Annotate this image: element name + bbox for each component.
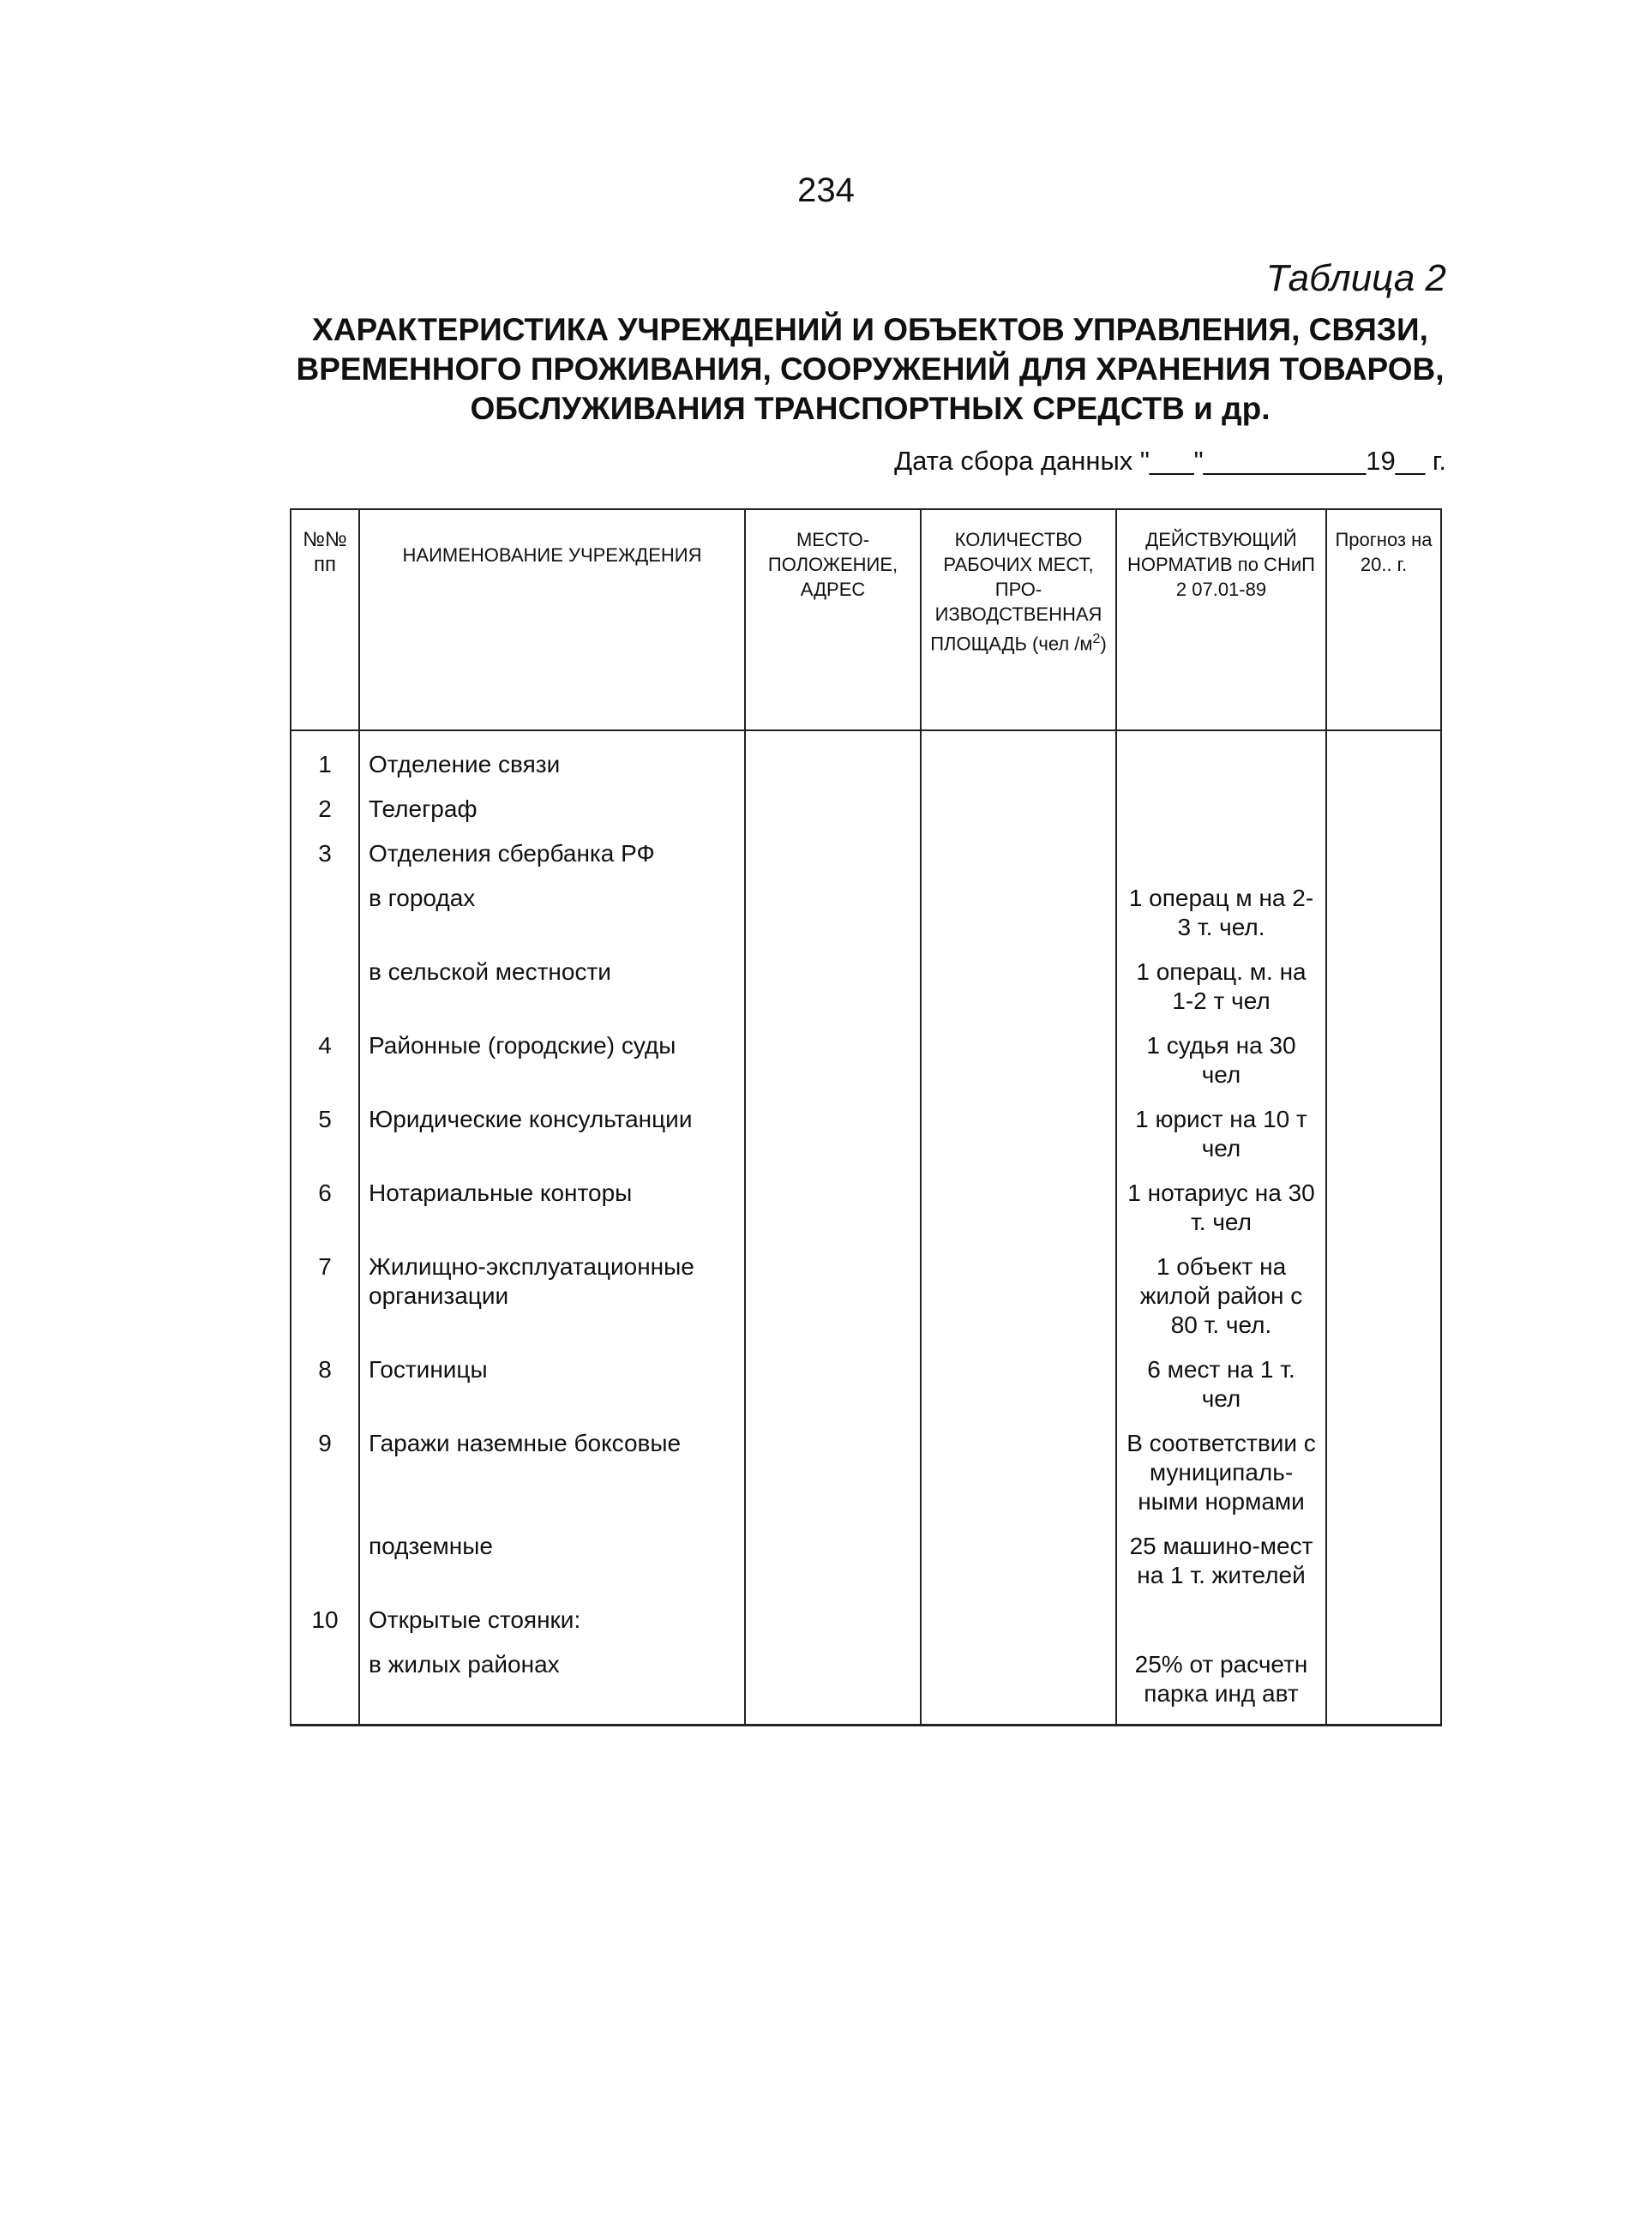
table-row bbox=[291, 839, 1441, 884]
table-row bbox=[291, 1429, 1441, 1532]
row-name: Телеграф bbox=[359, 795, 745, 839]
header-name: НАИМЕНОВАНИЕ УЧРЕЖДЕНИЯ bbox=[359, 509, 745, 730]
row-forecast bbox=[1326, 1031, 1441, 1105]
row-norm: 1 операц м на 2-3 т. чел. bbox=[1116, 884, 1326, 957]
row-location bbox=[745, 839, 921, 884]
row-norm bbox=[1116, 795, 1326, 839]
row-quantity bbox=[921, 730, 1116, 795]
row-location bbox=[745, 1429, 921, 1532]
header-norm: ДЕЙСТВУЮЩИЙ НОРМАТИВ по СНиП 2 07.01-89 bbox=[1116, 509, 1326, 730]
row-location bbox=[745, 1650, 921, 1726]
row-num: 5 bbox=[291, 1105, 359, 1179]
header-quantity bbox=[921, 509, 1116, 730]
row-name: подземные bbox=[359, 1532, 745, 1606]
row-num: 4 bbox=[291, 1031, 359, 1105]
table-row bbox=[291, 1179, 1441, 1252]
row-num: 6 bbox=[291, 1179, 359, 1252]
row-location bbox=[745, 1031, 921, 1105]
row-norm: 25 машино-мест на 1 т. жителей bbox=[1116, 1532, 1326, 1606]
row-location bbox=[745, 1532, 921, 1606]
row-location bbox=[745, 795, 921, 839]
table-row bbox=[291, 1031, 1441, 1105]
row-forecast bbox=[1326, 730, 1441, 795]
row-norm: 1 юрист на 10 т чел bbox=[1116, 1105, 1326, 1179]
row-norm: 25% от расчетн парка инд авт bbox=[1116, 1650, 1326, 1726]
row-forecast bbox=[1326, 1429, 1441, 1532]
data-collection-date: Дата сбора данных "___"___________19__ г. bbox=[894, 446, 1446, 476]
table-header-row bbox=[291, 509, 1441, 730]
row-location bbox=[745, 957, 921, 1031]
row-location bbox=[745, 1105, 921, 1179]
page-number: 234 bbox=[797, 171, 855, 209]
row-num: 3 bbox=[291, 839, 359, 884]
row-norm bbox=[1116, 1606, 1326, 1650]
row-location bbox=[745, 1355, 921, 1429]
table-row bbox=[291, 1532, 1441, 1606]
row-name: Нотариальные конторы bbox=[359, 1179, 745, 1252]
table-row bbox=[291, 795, 1441, 839]
row-quantity bbox=[921, 1252, 1116, 1355]
row-quantity bbox=[921, 1532, 1116, 1606]
row-quantity bbox=[921, 1031, 1116, 1105]
row-name: Гаражи наземные боксовые bbox=[359, 1429, 745, 1532]
header-location: МЕСТО-ПОЛОЖЕНИЕ, АДРЕС bbox=[745, 509, 921, 730]
row-location bbox=[745, 1179, 921, 1252]
row-forecast bbox=[1326, 1532, 1441, 1606]
row-forecast bbox=[1326, 1179, 1441, 1252]
row-name: Отделение связи bbox=[359, 730, 745, 795]
row-forecast bbox=[1326, 839, 1441, 884]
row-num: 1 bbox=[291, 730, 359, 795]
row-quantity bbox=[921, 957, 1116, 1031]
row-num: 7 bbox=[291, 1252, 359, 1355]
table-label: Таблица 2 bbox=[1265, 257, 1446, 299]
row-norm: 1 нотариус на 30 т. чел bbox=[1116, 1179, 1326, 1252]
row-norm: В соответствии с муниципаль-ными нормами bbox=[1116, 1429, 1326, 1532]
row-norm bbox=[1116, 839, 1326, 884]
header-quantity-end: ) bbox=[1100, 633, 1107, 655]
row-location bbox=[745, 730, 921, 795]
row-quantity bbox=[921, 1606, 1116, 1650]
row-num bbox=[291, 957, 359, 1031]
header-quantity-text: КОЛИЧЕСТВО РАБОЧИХ МЕСТ, ПРО-ИЗВОДСТВЕННАЯ ПЛОЩАДЬ (чел /м bbox=[930, 529, 1102, 655]
row-num: 10 bbox=[291, 1606, 359, 1650]
row-num: 8 bbox=[291, 1355, 359, 1429]
row-quantity bbox=[921, 839, 1116, 884]
row-forecast bbox=[1326, 884, 1441, 957]
row-forecast bbox=[1326, 795, 1441, 839]
row-norm: 1 объект на жилой район с 80 т. чел. bbox=[1116, 1252, 1326, 1355]
row-quantity bbox=[921, 1355, 1116, 1429]
row-name: в сельской местности bbox=[359, 957, 745, 1031]
table-row bbox=[291, 730, 1441, 795]
row-location bbox=[745, 1252, 921, 1355]
row-norm: 1 операц. м. на 1-2 т чел bbox=[1116, 957, 1326, 1031]
row-num bbox=[291, 884, 359, 957]
row-norm bbox=[1116, 730, 1326, 795]
row-num: 2 bbox=[291, 795, 359, 839]
row-quantity bbox=[921, 1179, 1116, 1252]
row-location bbox=[745, 1606, 921, 1650]
row-quantity bbox=[921, 1429, 1116, 1532]
row-name: в жилых районах bbox=[359, 1650, 745, 1726]
header-num: №№ пп bbox=[291, 509, 359, 730]
row-norm: 1 судья на 30 чел bbox=[1116, 1031, 1326, 1105]
facilities-table bbox=[290, 508, 1442, 1726]
row-name: Юридические консультанции bbox=[359, 1105, 745, 1179]
row-name: Гостиницы bbox=[359, 1355, 745, 1429]
table-row bbox=[291, 1606, 1441, 1650]
row-name: Открытые стоянки: bbox=[359, 1606, 745, 1650]
row-quantity bbox=[921, 795, 1116, 839]
table-row bbox=[291, 957, 1441, 1031]
row-quantity bbox=[921, 1105, 1116, 1179]
row-forecast bbox=[1326, 1105, 1441, 1179]
table-row bbox=[291, 1355, 1441, 1429]
row-forecast bbox=[1326, 957, 1441, 1031]
header-forecast: Прогноз на 20.. г. bbox=[1326, 509, 1441, 730]
row-norm: 6 мест на 1 т. чел bbox=[1116, 1355, 1326, 1429]
row-forecast bbox=[1326, 1355, 1441, 1429]
row-forecast bbox=[1326, 1252, 1441, 1355]
row-quantity bbox=[921, 1650, 1116, 1726]
document-title: ХАРАКТЕРИСТИКА УЧРЕЖДЕНИЙ И ОБЪЕКТОВ УПРАВЛЕНИЯ, СВЯЗИ, ВРЕМЕННОГО ПРОЖИВАНИЯ, СООРУЖЕНИЙ ДЛЯ ХРАНЕНИЯ ТОВАРОВ, ОБСЛУЖИВАНИЯ ТРАНСПОРТНЫХ СРЕДСТВ и др. bbox=[296, 312, 1445, 426]
header-quantity-sup: 2 bbox=[1092, 632, 1101, 646]
row-name: в городах bbox=[359, 884, 745, 957]
row-num bbox=[291, 1532, 359, 1606]
table-row bbox=[291, 1650, 1441, 1726]
row-name: Отделения сбербанка РФ bbox=[359, 839, 745, 884]
row-num: 9 bbox=[291, 1429, 359, 1532]
table-row bbox=[291, 884, 1441, 957]
row-location bbox=[745, 884, 921, 957]
row-quantity bbox=[921, 884, 1116, 957]
row-num bbox=[291, 1650, 359, 1726]
row-name: Жилищно-эксплуатационные организации bbox=[359, 1252, 745, 1355]
row-forecast bbox=[1326, 1650, 1441, 1726]
row-forecast bbox=[1326, 1606, 1441, 1650]
table-row bbox=[291, 1105, 1441, 1179]
row-name: Районные (городские) суды bbox=[359, 1031, 745, 1105]
table-row bbox=[291, 1252, 1441, 1355]
